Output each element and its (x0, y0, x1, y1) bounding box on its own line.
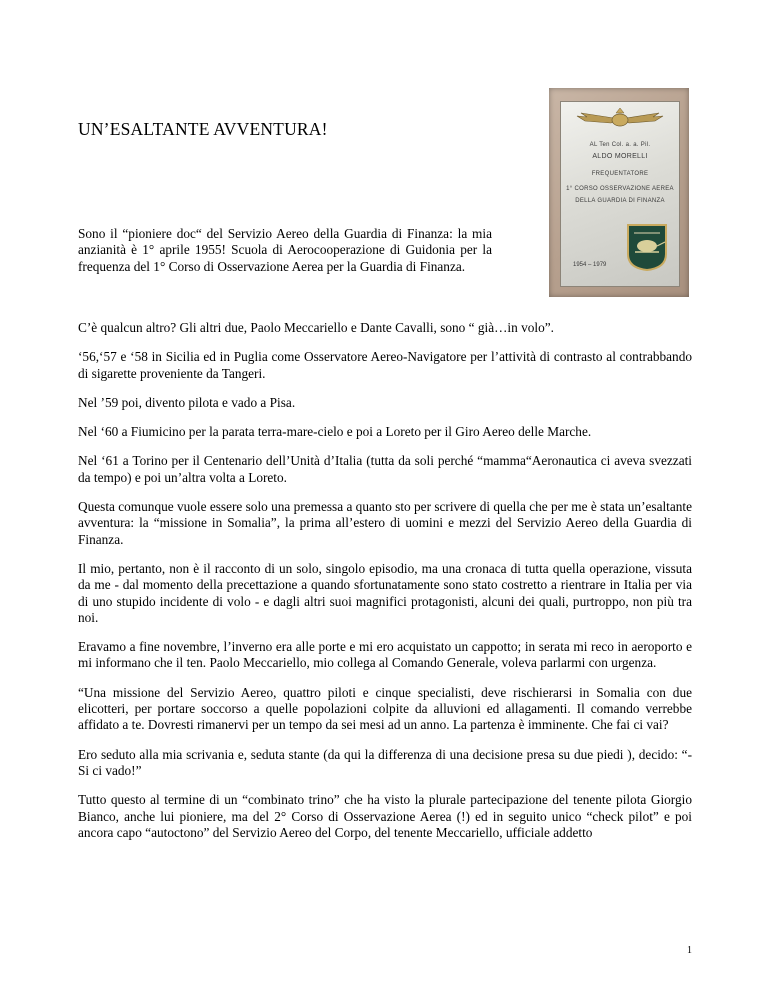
paragraph: Questa comunque vuole essere solo una premessa a quanto sto per scrivere di quella che per me è stata un’esaltante avventura: la “missione in Somalia”, la prima all’estero di uomini e mezzi del Servizio Aereo della Guardia di Finanza. (78, 499, 693, 547)
paragraph: Il mio, pertanto, non è il racconto di un solo, singolo episodio, ma una cronaca di tutta quella operazione, vissuta da me - dal momento della precettazione a quando sfortunatamente sono stato costretto a rientrare in Italia per via di uno stupido incidente di volo - e dagli altri suoi magnifici protagonisti, alcuni dei quali, purtroppo, non più tra noi. (78, 560, 692, 625)
paragraph: C’è qualcun altro? Gli altri due, Paolo Meccariello e Dante Cavalli, sono “ già…in volo”. (78, 320, 554, 335)
paragraph: Tutto questo al termine di un “combinato trino” che ha visto la plurale partecipazione del tenente pilota Giorgio Bianco, anche lui pioniere, ma del 2° Corso di Osservazione Aerea (!) ed in seguito unico “check pilot” e poi ancora capo “autoctono” del Servizio Aereo del Corpo, del tenente Meccariello, ufficiale addetto (78, 792, 692, 840)
commemorative-plaque-photo (549, 88, 689, 297)
paragraph: Nel ‘60 a Fiumicino per la parata terra-mare-cielo e poi a Loreto per il Giro Aereo delle Marche. (78, 424, 592, 440)
paragraph: “Una missione del Servizio Aereo, quattro piloti e cinque specialisti, deve rischierarsi in Somalia con due elicotteri, per portare soccorso a quelle popolazioni colpite da alluvioni ed allagamenti. Il comando verrebbe affidato a te. Dovresti rimanervi per un tempo da sei mesi ad un anno. La partenza è imminente. Che fai ci vai? (78, 684, 692, 733)
helicopter-badge-icon (625, 222, 669, 272)
paragraph: Nel ‘61 a Torino per il Centenario dell’Unità d’Italia (tutta da soli perché “mamma“Aeronautica ci aveva svezzati da tempo) e poi un’altra volta a Loreto. (78, 453, 692, 485)
plaque-years: 1954 – 1979 (573, 262, 607, 268)
paragraph: Nel ’59 poi, divento pilota e vado a Pisa. (78, 394, 296, 410)
wings-emblem-icon (561, 104, 679, 134)
plaque-text-line: 1° CORSO OSSERVAZIONE AEREA (566, 186, 674, 192)
plaque-text-line: DELLA GUARDIA DI FINANZA (575, 198, 665, 204)
paragraph: Ero seduto alla mia scrivania e, seduta stante (da qui la differenza di una decisione presa su due piedi ), decido: “-Si ci vado!” (78, 746, 692, 778)
page-number: 1 (687, 945, 692, 956)
plaque-text-line: FREQUENTATORE (591, 171, 649, 177)
plaque-panel (560, 101, 680, 287)
paragraph: ‘56,‘57 e ‘58 in Sicilia ed in Puglia come Osservatore Aereo-Navigatore per l’attività di contrasto al contrabbando di sigarette proveniente da Tangeri. (78, 349, 692, 381)
plaque-text-line: ALDO MORELLI (592, 153, 648, 160)
paragraph: Eravamo a fine novembre, l’inverno era alle porte e mi ero acquistato un cappotto; in serata mi reco in aeroporto e mi informano che il ten. Paolo Meccariello, mio collega al Comando Generale, voleva parlarmi con urgenza. (78, 639, 692, 671)
intro-paragraph: Sono il “pioniere doc“ del Servizio Aereo della Guardia di Finanza: la mia anzianità è 1° aprile 1955! Scuola di Aerocooperazione di Guidonia per la frequenza del 1° Corso di Osservazione Aerea per la Guardia di Finanza. (78, 226, 492, 274)
plaque-text-line: AL Ten Col. a. a. Pil. (589, 142, 651, 148)
article-body (78, 320, 692, 854)
page-title: UN’ESALTANTE AVVENTURA! (78, 119, 328, 139)
